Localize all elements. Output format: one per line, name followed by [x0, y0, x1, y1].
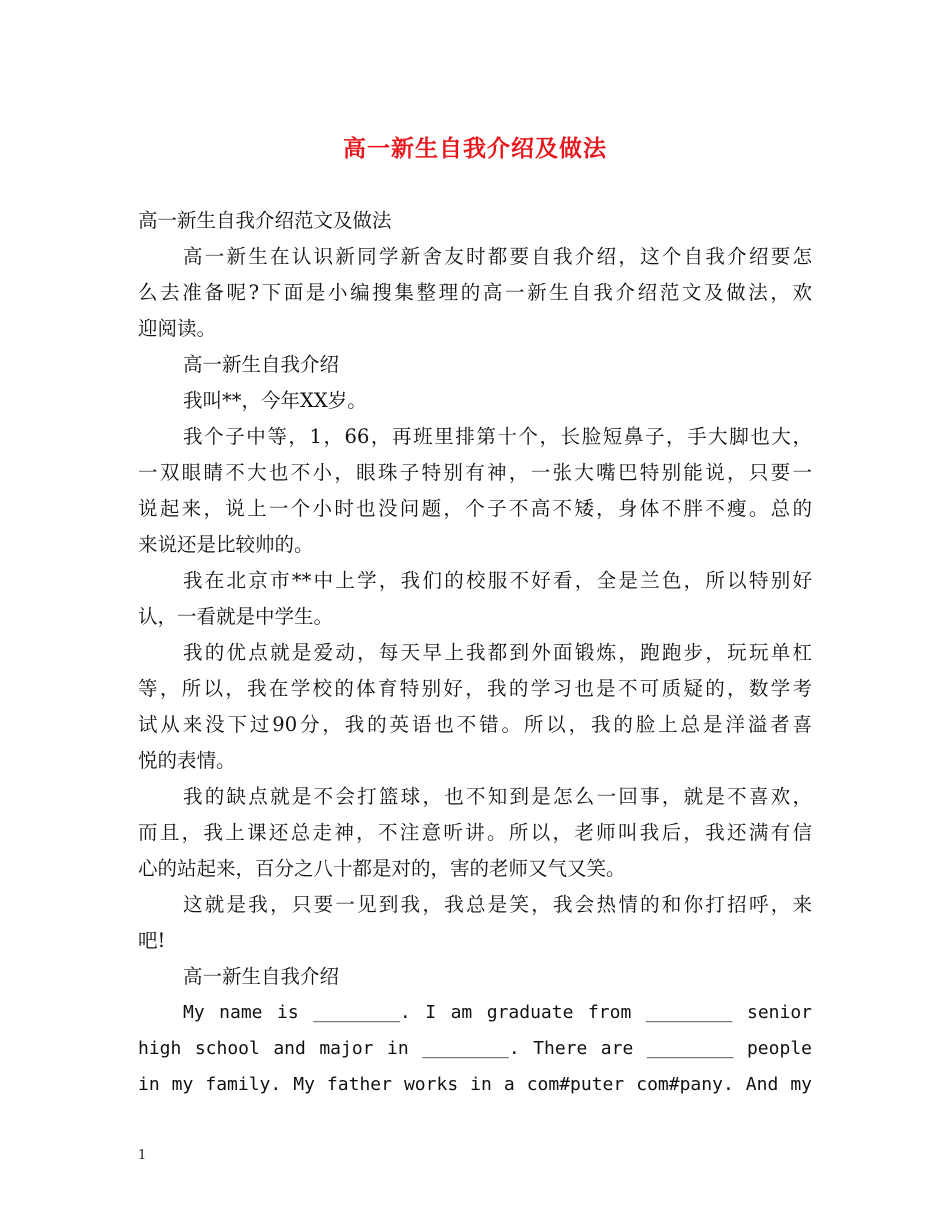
- text-line: 我的优点就是爱动，每天早上我都到外面锻炼，跑跑步，玩玩单杠: [183, 641, 812, 664]
- text-line: 认，一看就是中学生。: [138, 605, 334, 628]
- section-heading: 高一新生自我介绍: [183, 353, 340, 376]
- text-line: 来说还是比较帅的。: [138, 533, 314, 556]
- text-line: 说起来，说上一个小时也没问题，个子不高不矮，身体不胖不瘦。总的: [138, 497, 812, 520]
- text-line: My name is ________. I am graduate from ________ senior: [183, 1002, 812, 1023]
- text-line: 一双眼睛不大也不小，眼珠子特别有神，一张大嘴巴特别能说，只要一: [138, 461, 812, 484]
- text-line: 我在北京市**中上学，我们的校服不好看，全是兰色，所以特别好: [183, 569, 812, 592]
- text-line: 吧!: [138, 929, 166, 952]
- section-heading: 高一新生自我介绍: [183, 965, 340, 988]
- text-line: 高一新生在认识新同学新舍友时都要自我介绍，这个自我介绍要怎: [183, 245, 812, 268]
- text-line: high school and major in ________. There are ________ people: [138, 1038, 812, 1059]
- text-line: 而且，我上课还总走神，不注意听讲。所以，老师叫我后，我还满有信: [138, 821, 812, 844]
- text-line: 试从来没下过90分，我的英语也不错。所以，我的脸上总是洋溢者喜: [138, 713, 812, 736]
- text-line: 我的缺点就是不会打篮球，也不知到是怎么一回事，就是不喜欢，: [183, 785, 812, 808]
- page-number: 1: [138, 1148, 147, 1163]
- document-body: [138, 203, 812, 1103]
- text-line: 高一新生自我介绍范文及做法: [138, 209, 392, 232]
- text-line: 等，所以，我在学校的体育特别好，我的学习也是不可质疑的，数学考: [138, 677, 812, 700]
- document-title: 高一新生自我介绍及做法: [343, 135, 607, 162]
- text-line: 悦的表情。: [138, 749, 236, 772]
- text-line: 这就是我，只要一见到我，我总是笑，我会热情的和你打招呼，来: [183, 893, 812, 916]
- text-line: 心的站起来，百分之八十都是对的，害的老师又气又笑。: [138, 857, 626, 880]
- text-line: 么去准备呢?下面是小编搜集整理的高一新生自我介绍范文及做法，欢: [138, 281, 812, 304]
- text-line: 迎阅读。: [138, 317, 217, 340]
- text-line: in my family. My father works in a com#puter com#pany. And my: [138, 1074, 812, 1095]
- text-line: 我叫**，今年XX岁。: [183, 389, 367, 412]
- text-line: 我个子中等，1，66，再班里排第十个，长脸短鼻子，手大脚也大，: [183, 425, 812, 448]
